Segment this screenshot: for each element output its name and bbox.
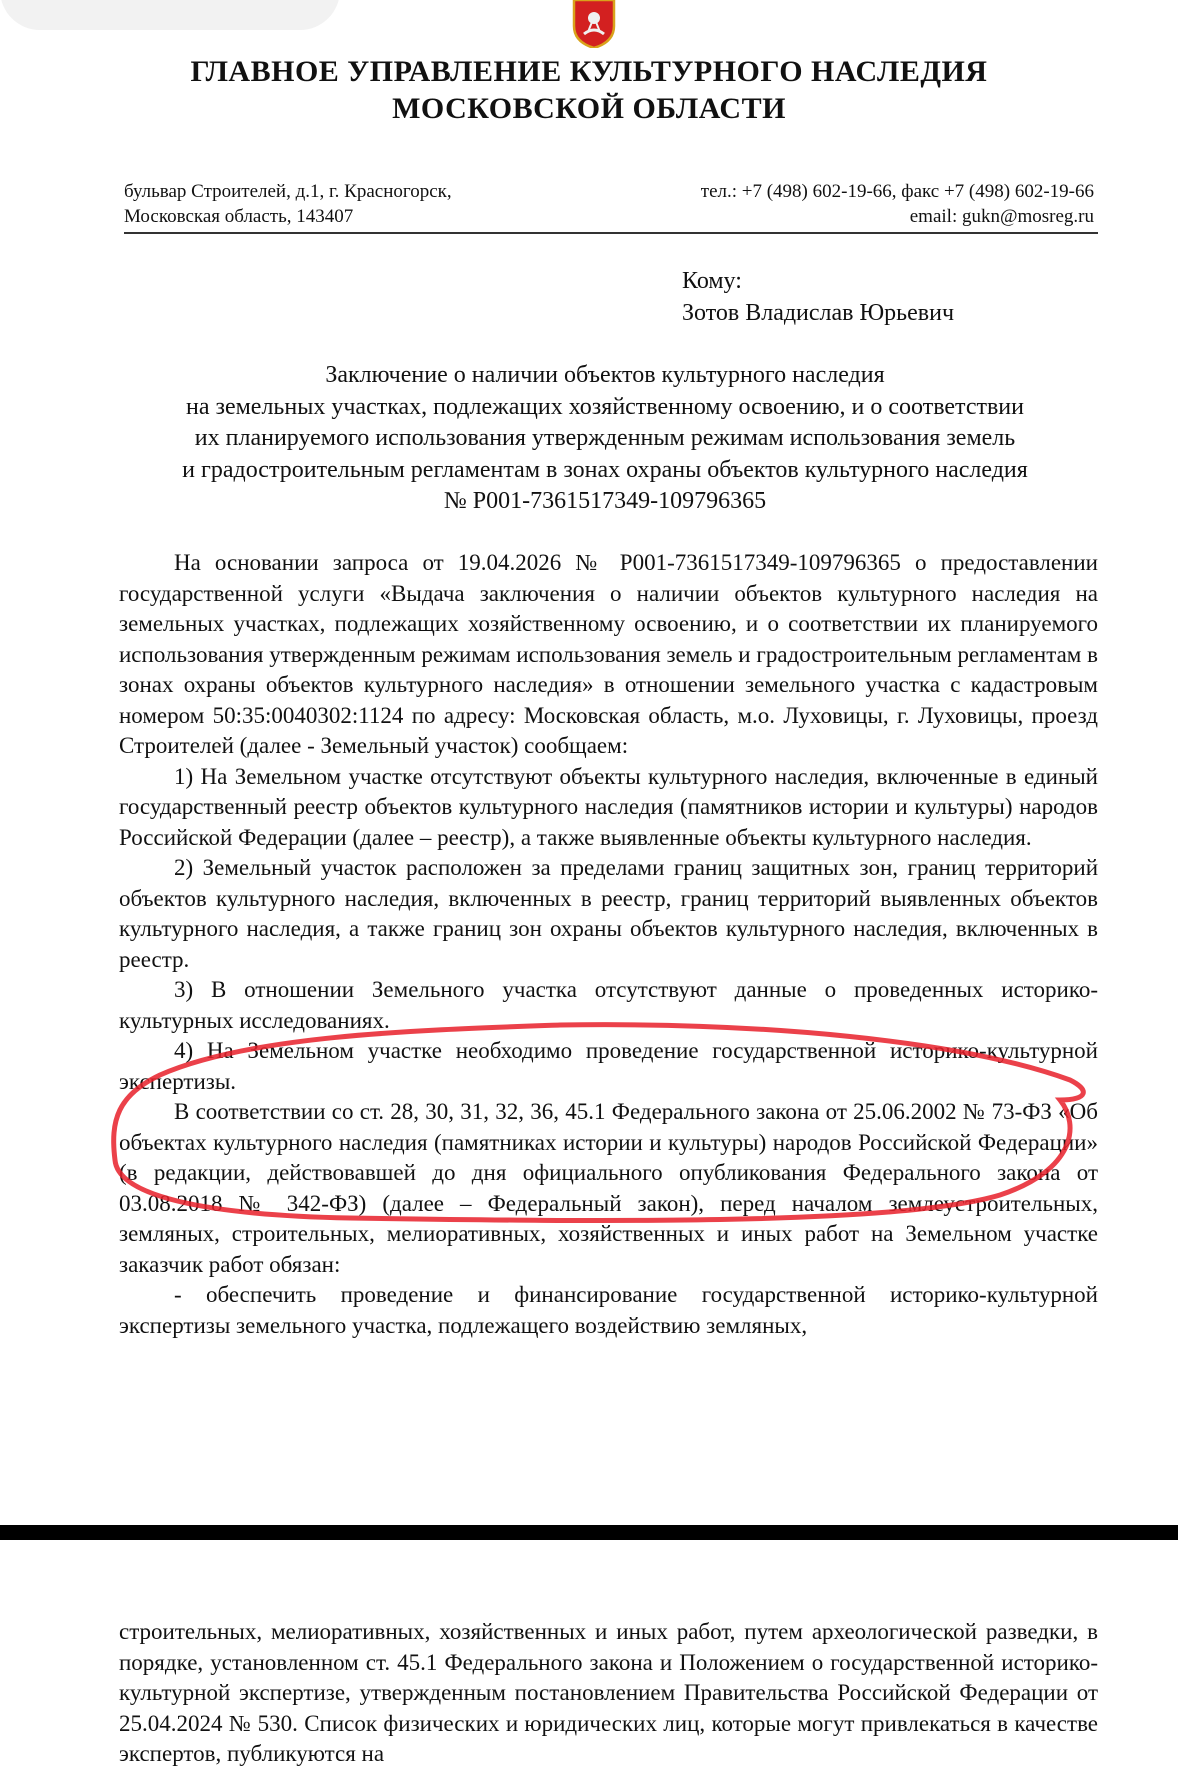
document-body <box>119 548 1098 1341</box>
intro-paragraph: На основании запроса от 19.04.2026 № Р001-7361517349-109796365 о предоставлении государственной услуги «Выдача заключения о наличии объектов культурного наследия на земельных участках, подлежащих хозяйственному освоению, и о соответствии их планируемого использования утвержденным режимам использования земель и градостроительным регламентам в зонах охраны объектов культурного наследия» в отношении земельного участка с кадастровым номером 50:35:0040302:1124 по адресу: Московская область, м.о. Луховицы, г. Луховицы, проезд Строителей (далее - Земельный участок) сообщаем: <box>119 550 1098 758</box>
document-page-2 <box>0 1540 1178 1767</box>
document-number: № Р001-7361517349-109796365 <box>443 488 767 514</box>
address-line: бульвар Строителей, д.1, г. Красногорск, <box>124 181 452 202</box>
header-divider <box>124 232 1098 234</box>
organization-name-line1: ГЛАВНОЕ УПРАВЛЕНИЕ КУЛЬТУРНОГО НАСЛЕДИЯ <box>190 55 988 88</box>
continuation-paragraph: строительных, мелиоративных, хозяйственных и иных работ, путем археологической разведки, в порядке, установленном ст. 45.1 Федерального закона и Положением о государственной историко-культурной экспертизе, утвержденным постановлением Правительства Российской Федерации от 25.04.2024 № 530. Список физических и юридических лиц, которые могут привлекаться в качестве экспертов, публикуются на <box>119 1619 1098 1766</box>
title-line: на земельных участках, подлежащих хозяйственному освоению, и о соответствии <box>185 393 1024 420</box>
title-line: их планируемого использования утвержденным режимам использования земель <box>194 425 1016 451</box>
law-paragraph: В соответствии со ст. 28, 30, 31, 32, 36, 45.1 Федерального закона от 25.06.2002 № 73-ФЗ «Об объектах культурного наследия (памятниках истории и культуры) народов Российской Федерации» (в редакции, действовавшей до дня официального опубликования Федерального закона от 03.08.2018 № 342-ФЗ) (далее – Федеральный закон), перед началом землеустроительных, земляных, строительных, мелиоративных, хозяйственных и иных работ на Земельном участке заказчик работ обязан: <box>119 1099 1098 1277</box>
item-2: 2) Земельный участок расположен за пределами границ защитных зон, границ территорий объектов культурного наследия, включенных в реестр, границ территорий выявленных объектов культурного наследия, а также границ зон охраны объектов культурного наследия, включенных в реестр. <box>119 855 1098 972</box>
organization-name-line2: МОСКОВСКОЙ ОБЛАСТИ <box>392 92 786 125</box>
title-line: Заключение о наличии объектов культурного наследия <box>325 362 885 388</box>
postal-address <box>124 179 452 229</box>
item-1: 1) На Земельном участке отсутствуют объекты культурного наследия, включенные в единый государственный реестр объектов культурного наследия (памятников истории и культуры) народов Российской Федерации (далее – реестр), а также выявленные объекты культурного наследия. <box>119 763 1098 850</box>
address-line: Московская область, 143407 <box>124 206 354 227</box>
addressee-name: Зотов Владислав Юрьевич <box>682 300 955 326</box>
phone-fax: тел.: +7 (498) 602-19-66, факс +7 (498) 602-19-66 <box>700 181 1094 202</box>
top-left-overlay <box>0 0 340 30</box>
contact-info <box>701 179 1094 229</box>
item-4: 4) На Земельном участке необходимо проведение государственной историко-культурной экспертизы. <box>119 1038 1098 1094</box>
page2-body <box>119 1617 1098 1767</box>
addressee-label: Кому: <box>682 268 742 294</box>
coat-of-arms-icon <box>572 0 616 48</box>
email: email: gukn@mosreg.ru <box>909 206 1094 227</box>
bullet-1: - обеспечить проведение и финансирование государственной историко-культурной экспертизы земельного участка, подлежащего воздействию земляных, <box>119 1282 1098 1338</box>
title-line: и градостроительным регламентам в зонах охраны объектов культурного наследия <box>182 456 1028 483</box>
item-3: 3) В отношении Земельного участка отсутствуют данные о проведенных историко-культурных исследованиях. <box>119 977 1098 1033</box>
document-title <box>110 360 1100 518</box>
